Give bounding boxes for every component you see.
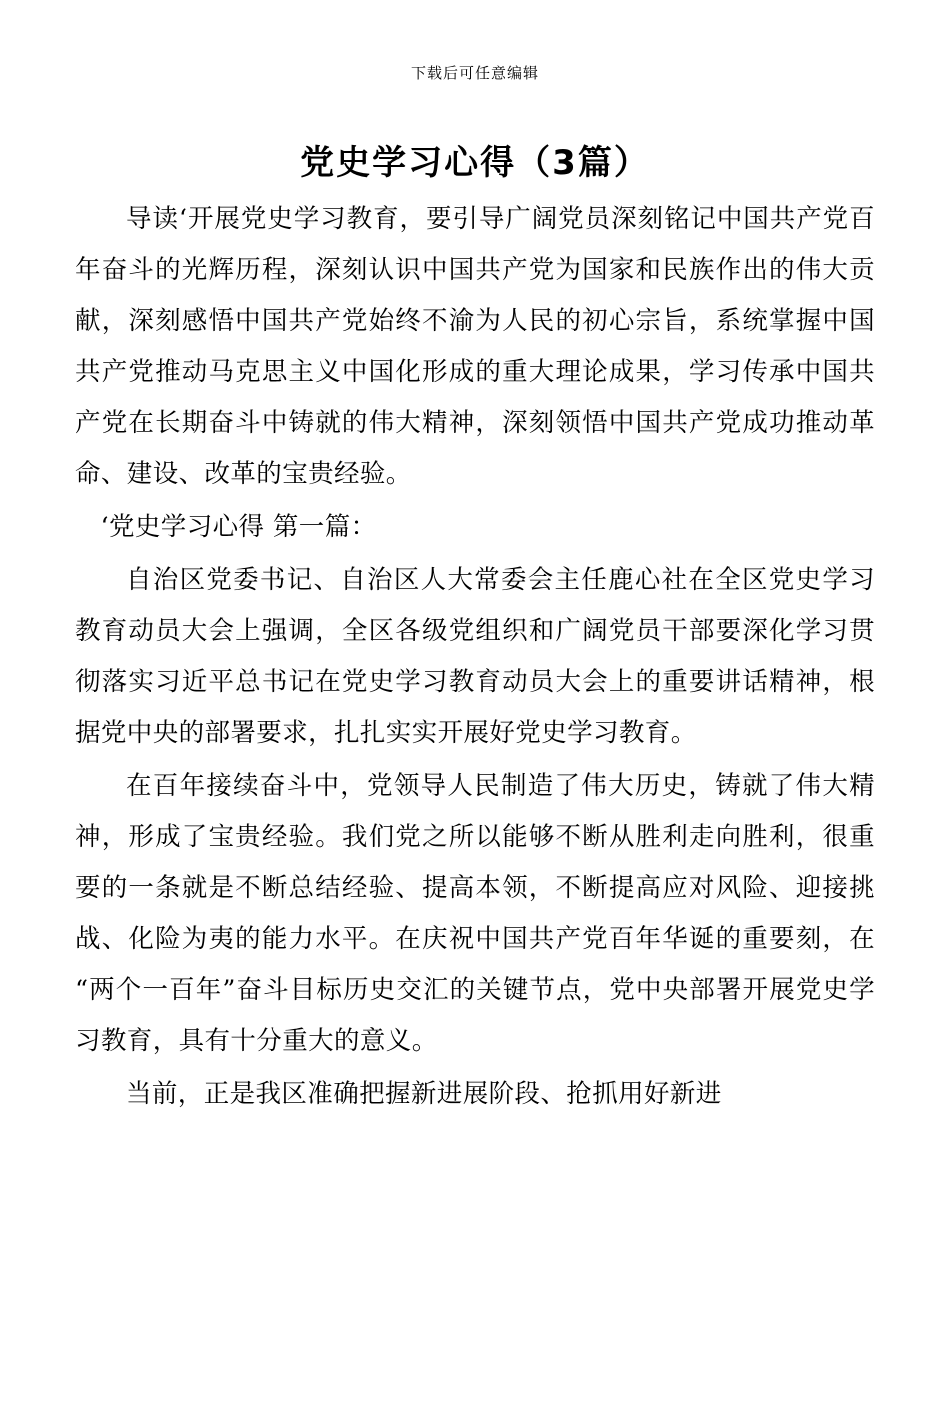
page-title: 党史学习心得（3篇） [300, 143, 650, 183]
document-body [75, 194, 875, 1120]
paragraph-intro: 导读‘开展党史学习教育，要引导广阔党员深刻铭记中国共产党百年奋斗的光辉历程，深刻认识中国共产党为国家和民族作出的伟大贡献，深刻感悟中国共产党始终不渝为人民的初心宗旨，系统掌握中国共产党推动马克思主义中国化形成的重大理论成果，学习传承中国共产党在长期奋斗中铸就的伟大精神，深刻领悟中国共产党成功推动革命、建设、改革的宝贵经验。 [75, 204, 875, 489]
document-page [0, 62, 950, 1406]
paragraph-body-3: 当前，正是我区准确把握新进展阶段、抢抓用好新进 [126, 1079, 722, 1109]
paragraph-body-2: 在百年接续奋斗中，党领导人民制造了伟大历史，铸就了伟大精神，形成了宝贵经验。我们党之所以能够不断从胜利走向胜利，很重要的一条就是不断总结经验、提高本领，不断提高应对风险、迎接挑战、化险为夷的能力水平。在庆祝中国共产党百年华诞的重要刻，在“两个一百年”奋斗目标历史交汇的关键节点，党中央部署开展党史学习教育，具有十分重大的意义。 [75, 771, 875, 1056]
paragraph-body-1: 自治区党委书记、自治区人大常委会主任鹿心社在全区党史学习教育动员大会上强调，全区各级党组织和广阔党员干部要深化学习贯彻落实习近平总书记在党史学习教育动员大会上的重要讲话精神，根据党中央的部署要求，扎扎实实开展好党史学习教育。 [75, 565, 875, 748]
page-header-note: 下载后可任意编辑 [410, 64, 539, 82]
section-heading-first: ‘党史学习心得 第一篇： [100, 512, 377, 542]
